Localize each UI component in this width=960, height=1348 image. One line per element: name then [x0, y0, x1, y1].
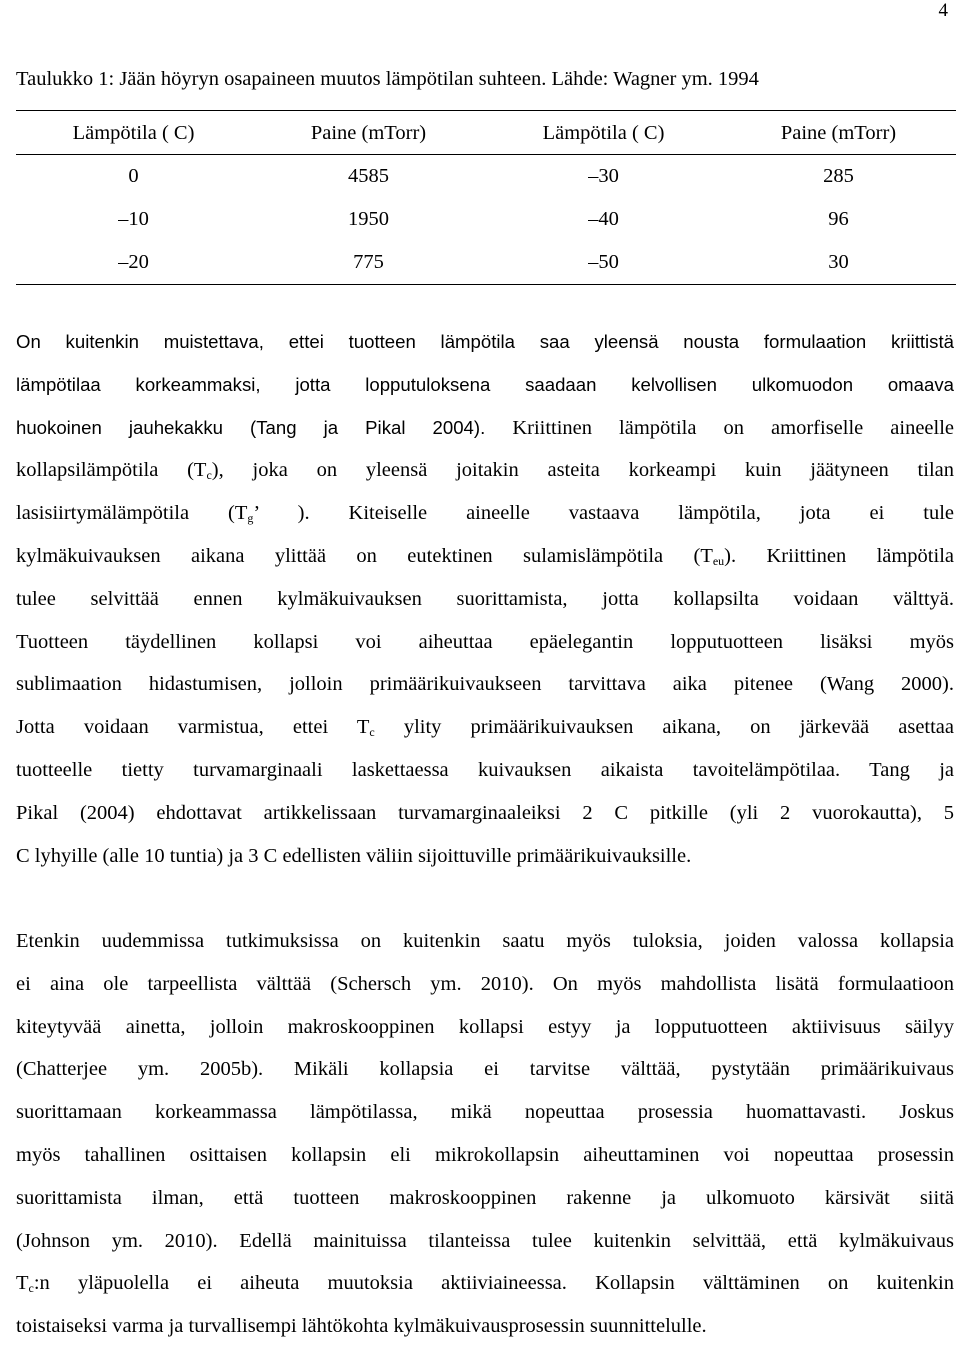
- text-line: [16, 492, 954, 535]
- table-cell: 0: [128, 165, 139, 187]
- text-line: [16, 706, 954, 749]
- text-line: C lyhyille (alle 10 tuntia) ja 3 C edellisten väliin sijoittuville primäärikuivauksille.: [16, 844, 692, 867]
- text-segment: ylity primäärikuivauksen aikana, on järkevää asettaa: [374, 716, 955, 739]
- table-bottom-rule: [16, 284, 956, 285]
- text-line: toistaiseksi varma ja turvallisempi lähtökohta kylmäkuivausprosessin suunnittelulle.: [16, 1315, 707, 1338]
- text-segment: kollapsilämpötila (T: [16, 459, 207, 482]
- table-cell: –30: [588, 165, 619, 187]
- table-caption: Taulukko 1: Jään höyryn osapaineen muutos lämpötilan suhteen. Lähde: Wagner ym. 1994: [16, 68, 759, 90]
- text-line: On kuitenkin muistettava, ettei tuotteen lämpötila saa yleensä nousta formulaation kriittistä: [16, 331, 954, 352]
- text-segment: kylmäkuivauksen aikana ylittää on eutektinen sulamislämpötila (T: [16, 544, 713, 567]
- text-segment: lasisiirtymälämpötila (T: [16, 502, 248, 525]
- text-line: [16, 407, 954, 450]
- text-segment: :n yläpuolella ei aiheuta muutoksia aktiiviaineessa. Kollapsin välttäminen on kuitenkin: [33, 1272, 954, 1295]
- table-header-cell: Paine (mTorr): [780, 122, 897, 144]
- subscript: c: [28, 1281, 34, 1296]
- vapor-pressure-table: [16, 112, 956, 284]
- paragraph-collapse: [16, 920, 954, 1348]
- text-line: (Johnson ym. 2010). Edellä mainituissa tilanteissa tulee kuitenkin selvittää, että kylmäkuivaus: [16, 1229, 954, 1252]
- table-header-cell: Lämpötila ( C): [542, 122, 665, 144]
- text-segment: Kriittinen lämpötila on amorfiselle aineelle: [512, 416, 955, 439]
- text-line: [16, 1262, 954, 1305]
- table-cell: –10: [118, 208, 149, 230]
- table-cell: 775: [353, 251, 384, 273]
- subscript: c: [369, 725, 375, 740]
- text-line: ei aina ole tarpeellista välttää (Schersch ym. 2010). On myös mahdollista lisätä formulaatioon: [16, 972, 954, 995]
- table-cell: 30: [828, 251, 849, 273]
- text-line: suorittamista ilman, että tuotteen makroskooppinen rakenne ja ulkomuoto kärsivät siitä: [16, 1186, 954, 1209]
- text-line: sublimaation hidastumisen, jolloin primäärikuivaukseen tarvittava aika pitenee (Wang 2000).: [16, 673, 954, 696]
- table-cell: –40: [588, 208, 619, 230]
- text-line: suorittamaan korkeammassa lämpötilassa, mikä nopeuttaa prosessia huomattavasti. Joskus: [16, 1101, 954, 1124]
- text-segment: Jotta voidaan varmistua, ettei T: [16, 716, 370, 739]
- subscript: c: [206, 468, 212, 483]
- text-line: kiteytyvää ainetta, jolloin makroskooppinen kollapsi estyy ja lopputuotteen aktiivisuus säilyy: [16, 1015, 954, 1038]
- table-cell: –20: [118, 251, 149, 273]
- table-cell: 1950: [348, 208, 389, 230]
- text-line: [16, 535, 954, 578]
- text-line: Tuotteen täydellinen kollapsi voi aiheuttaa epäelegantin lopputuotteen lisäksi myös: [16, 630, 954, 653]
- page-number: 4: [938, 0, 948, 21]
- table-cell: –50: [588, 251, 619, 273]
- subscript: g: [247, 511, 254, 526]
- table-row: [16, 155, 956, 198]
- table-row: [16, 241, 956, 284]
- text-line: Pikal (2004) ehdottavat artikkelissaan turvamarginaaleiksi 2 C pitkille (yli 2 vuorokautta), 5: [16, 801, 954, 824]
- table-header-cell: Lämpötila ( C): [72, 122, 195, 144]
- text-segment: ), joka on yleensä joitakin asteita korkeampi kuin jäätyneen tilan: [211, 459, 954, 482]
- subscript: eu: [712, 553, 725, 568]
- text-line: Etenkin uudemmissa tutkimuksissa on kuitenkin saatu myös tuloksia, joiden valossa kollapsia: [16, 930, 954, 952]
- table-cell: 4585: [348, 165, 389, 187]
- text-line: lämpötilaa korkeammaksi, jotta lopputuloksena saadaan kelvollisen ulkomuodon omaava: [16, 373, 954, 395]
- table-header-cell: Paine (mTorr): [310, 122, 427, 144]
- text-segment: huokoinen jauhekakku (Tang ja Pikal 2004).: [16, 416, 486, 438]
- table-top-rule: [16, 110, 956, 111]
- text-segment: ’ ). Kiteiselle aineelle vastaava lämpötila, jota ei tule: [253, 502, 954, 525]
- text-line: (Chatterjee ym. 2005b). Mikäli kollapsia ei tarvitse välttää, pystytään primäärikuivaus: [16, 1058, 954, 1081]
- table-row: [16, 198, 956, 241]
- table-header-row: [16, 112, 956, 155]
- table-header-rule: [16, 154, 956, 155]
- text-line: tulee selvittää ennen kylmäkuivauksen suorittamista, jotta kollapsilta voidaan välttyä.: [16, 587, 954, 610]
- table-cell: 285: [823, 165, 854, 187]
- text-line: myös tahallinen osittaisen kollapsin eli mikrokollapsin aiheuttaminen voi nopeuttaa prosessin: [16, 1143, 954, 1166]
- text-line: [16, 449, 954, 492]
- paragraph-critical-temperature: [16, 321, 954, 877]
- table-cell: 96: [828, 208, 849, 230]
- text-segment: T: [16, 1272, 29, 1295]
- text-line: tuotteelle tietty turvamarginaali laskettaessa kuivauksen aikaista tavoitelämpötilaa. Tang ja: [16, 758, 954, 781]
- text-segment: ). Kriittinen lämpötila: [724, 544, 954, 567]
